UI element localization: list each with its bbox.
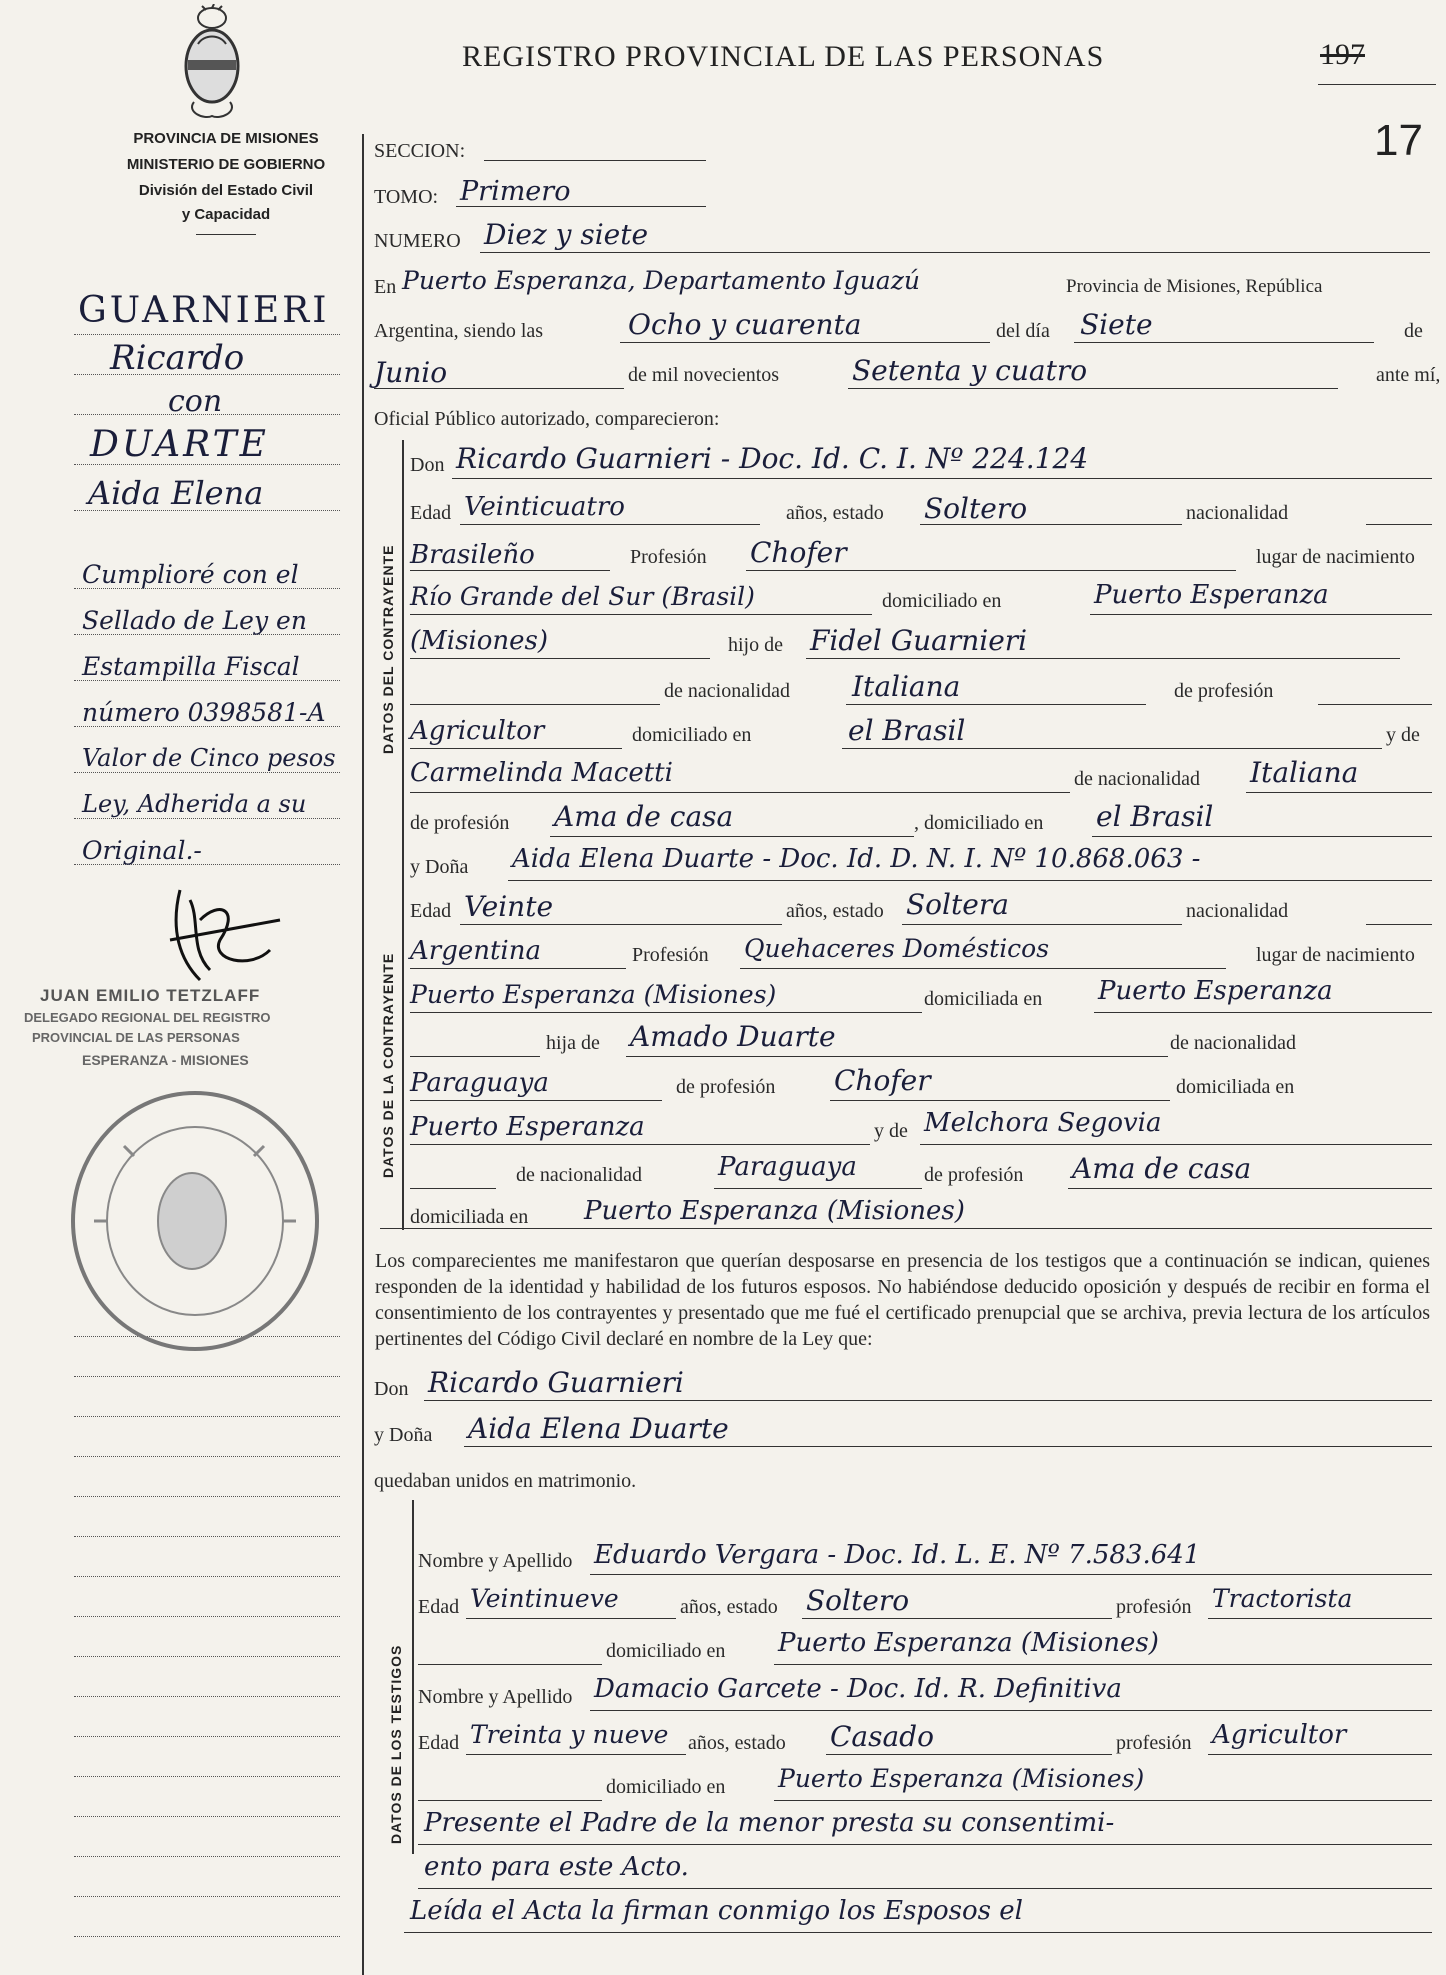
contrayente2-edad: Veinte	[464, 890, 554, 923]
madre-nacionalidad: Italiana	[1250, 756, 1359, 789]
oficial-label: Oficial Público autorizado, comparecieron:	[374, 408, 720, 430]
closing-line-2: ento para este Acto.	[424, 1852, 689, 1882]
left-header-line-3: División del Estado Civil	[138, 182, 314, 199]
madre2-nombre: Melchora Segovia	[924, 1108, 1162, 1138]
margin-note-2: Sellado de Ley en	[82, 606, 307, 635]
edad-label-4: Edad	[418, 1732, 460, 1754]
en-label: En	[374, 276, 397, 298]
stamp-line-4: ESPERANZA - MISIONES	[82, 1052, 249, 1068]
margin-note-5: Valor de Cinco pesos	[82, 744, 336, 772]
domiciliado-en-label-4: domiciliado en	[606, 1776, 726, 1798]
padre2-profesion: Chofer	[834, 1064, 931, 1097]
padre-nacionalidad: Italiana	[852, 670, 961, 703]
decl-dona-value: Aida Elena Duarte	[468, 1412, 729, 1445]
old-record-number: 197	[1320, 38, 1365, 71]
dia-value: Siete	[1080, 308, 1153, 341]
nacionalidad-label: nacionalidad	[1186, 502, 1289, 524]
y-de-label-2: y de	[874, 1120, 908, 1142]
folio-number: 17	[1374, 116, 1423, 165]
testigo2-profesion: Agricultor	[1212, 1720, 1347, 1750]
hija-de-label: hija de	[546, 1032, 600, 1054]
domiciliado-en-label: domiciliado en	[882, 590, 1002, 612]
de-mil-label: de mil novecientos	[628, 364, 780, 386]
anos-estado-label: años, estado	[786, 502, 884, 524]
testigo2-edad: Treinta y nueve	[470, 1720, 669, 1749]
official-signature	[140, 880, 300, 990]
closing-line-3: Leída el Acta la firman conmigo los Esposos el	[410, 1896, 1023, 1926]
domiciliada-en-label-2: domiciliada en	[1176, 1076, 1295, 1098]
contrayente2-profesion: Quehaceres Domésticos	[744, 934, 1050, 963]
margin-note-6: Ley, Adherida a su	[82, 790, 307, 818]
margin-surname-2: DUARTE	[90, 424, 269, 465]
nombre-apellido-label-2: Nombre y Apellido	[418, 1686, 573, 1708]
testigo1-edad: Veintinueve	[470, 1584, 619, 1613]
testigo1-nombre: Eduardo Vergara - Doc. Id. L. E. Nº 7.583.641	[594, 1540, 1201, 1570]
edad-label-2: Edad	[410, 900, 452, 922]
margin-note-4: número 0398581-A	[82, 698, 326, 727]
de-nacionalidad-label-2: de nacionalidad	[1074, 768, 1201, 790]
de-nacionalidad-label-3: de nacionalidad	[1170, 1032, 1297, 1054]
decl-don-label: Don	[374, 1378, 409, 1400]
anos-estado-label-4: años, estado	[688, 1732, 786, 1754]
nacionalidad-label-2: nacionalidad	[1186, 900, 1289, 922]
contrayente-nacionalidad: Brasileño	[410, 540, 535, 570]
padre2-domicilio: Puerto Esperanza	[410, 1112, 645, 1142]
testigo1-profesion: Tractorista	[1212, 1584, 1353, 1613]
margin-note-3: Estampilla Fiscal	[82, 652, 300, 681]
contrayente2-nombre: Aida Elena Duarte - Doc. Id. D. N. I. Nº 10.868.063 -	[512, 844, 1201, 874]
don-label: Don	[410, 454, 445, 476]
madre-nombre: Carmelinda Macetti	[410, 758, 673, 788]
left-header-line-1: PROVINCIA DE MISIONES	[133, 130, 319, 147]
left-header-line-2: MINISTERIO DE GOBIERNO	[126, 156, 326, 173]
edad-label: Edad	[410, 502, 452, 524]
contrayente2-domicilio: Puerto Esperanza	[1098, 976, 1333, 1006]
contrayente-profesion: Chofer	[750, 536, 847, 569]
stamp-line-2: DELEGADO REGIONAL DEL REGISTRO	[24, 1010, 271, 1025]
madre-profesion: Ama de casa	[554, 800, 734, 833]
anos-estado-label-3: años, estado	[680, 1596, 778, 1618]
decl-don-value: Ricardo Guarnieri	[428, 1366, 684, 1399]
domiciliada-en-label-3: domiciliada en	[410, 1206, 529, 1228]
ante-mi-label: ante mí,	[1376, 364, 1441, 386]
declaration-paragraph: Los comparecientes me manifestaron que querían desposarse en presencia de los testigos que a continuación se indican, quienes responden de la identidad y habilidad de los futuros esposos. No habiéndose deducido oposición y después de recibir en forma el consentimiento de los contrayentes y presentado que me fué el certificado prenupcial que se archiva, previa lectura de los artículos pertinentes del Código Civil declaré en nombre de la Ley que:	[375, 1250, 1430, 1350]
domiciliada-en-label: domiciliada en	[924, 988, 1043, 1010]
padre2-nacionalidad: Paraguaya	[410, 1068, 549, 1098]
de-profesion-label-3: de profesión	[676, 1076, 776, 1098]
document-title: REGISTRO PROVINCIAL DE LAS PERSONAS	[462, 40, 1105, 73]
datos-contrayente-label: DATOS DEL CONTRAYENTE	[380, 544, 396, 754]
madre2-profesion: Ama de casa	[1072, 1152, 1252, 1185]
numero-value: Diez y siete	[484, 218, 649, 251]
stamp-line-3: PROVINCIAL DE LAS PERSONAS	[32, 1030, 240, 1045]
numero-label: NUMERO	[374, 230, 461, 252]
coat-of-arms-icon	[176, 4, 248, 122]
de-profesion-label: de profesión	[1174, 680, 1274, 702]
testigo1-estado: Soltero	[806, 1584, 910, 1617]
contrayente2-nacionalidad: Argentina	[410, 936, 541, 966]
margin-con: con	[168, 384, 223, 419]
edad-label-3: Edad	[418, 1596, 460, 1618]
madre2-domicilio: Puerto Esperanza (Misiones)	[584, 1196, 965, 1226]
de-label: de	[1404, 320, 1423, 342]
contrayente-domicilio: Puerto Esperanza	[1094, 580, 1329, 610]
contrayente2-lugar-nacimiento: Puerto Esperanza (Misiones)	[410, 980, 777, 1009]
contrayente-edad: Veinticuatro	[464, 492, 625, 522]
profesion-lc-label: profesión	[1116, 1596, 1192, 1618]
tomo-value: Primero	[460, 176, 571, 207]
margin-surname-1: GUARNIERI	[78, 290, 330, 331]
testigo1-domicilio: Puerto Esperanza (Misiones)	[778, 1628, 1159, 1658]
profesion-label: Profesión	[630, 546, 707, 568]
padre2-nombre: Amado Duarte	[630, 1020, 836, 1053]
lugar-nacimiento-label: lugar de nacimiento	[1256, 546, 1415, 568]
de-profesion-label-2: de profesión	[410, 812, 510, 834]
profesion-label-2: Profesión	[632, 944, 709, 966]
decl-dona-label: y Doña	[374, 1424, 433, 1446]
dom-en-label: , domiciliado en	[914, 812, 1044, 834]
round-seal-icon	[64, 1086, 326, 1356]
quedaban-label: quedaban unidos en matrimonio.	[374, 1470, 637, 1492]
y-de-label: y de	[1386, 724, 1420, 746]
datos-contrayente2-label: DATOS DE LA CONTRAYENTE	[380, 952, 396, 1178]
mes-value: Junio	[374, 356, 448, 389]
contrayente-lugar-nacimiento: Río Grande del Sur (Brasil)	[410, 582, 755, 611]
contrayente-estado: Soltero	[924, 492, 1028, 525]
contrayente2-estado: Soltera	[906, 888, 1009, 921]
seccion-label: SECCION:	[374, 140, 466, 162]
y-dona-label: y Doña	[410, 856, 469, 878]
domiciliado-en-label-3: domiciliado en	[606, 1640, 726, 1662]
anos-estado-label-2: años, estado	[786, 900, 884, 922]
lugar-value: Puerto Esperanza, Departamento Iguazú	[402, 266, 920, 295]
testigo2-estado: Casado	[830, 1720, 934, 1753]
madre-domicilio: el Brasil	[1096, 800, 1214, 833]
de-nacionalidad-label: de nacionalidad	[664, 680, 791, 702]
profesion-lc-label-2: profesión	[1116, 1732, 1192, 1754]
lugar-nacimiento-label-2: lugar de nacimiento	[1256, 944, 1415, 966]
de-profesion-label-4: de profesión	[924, 1164, 1024, 1186]
padre-domicilio: el Brasil	[848, 714, 966, 747]
testigo2-nombre: Damacio Garcete - Doc. Id. R. Definitiva	[594, 1674, 1122, 1704]
margin-name-1: Ricardo	[110, 338, 245, 378]
padre-profesion: Agricultor	[410, 716, 545, 746]
testigo2-domicilio: Puerto Esperanza (Misiones)	[778, 1764, 1145, 1793]
margin-name-2: Aida Elena	[88, 474, 264, 512]
de-nacionalidad-label-4: de nacionalidad	[516, 1164, 643, 1186]
closing-line-1: Presente el Padre de la menor presta su consentimi-	[424, 1808, 1115, 1838]
anio-value: Setenta y cuatro	[852, 354, 1088, 387]
padre-nombre: Fidel Guarnieri	[810, 624, 1028, 657]
hora-value: Ocho y cuarenta	[628, 308, 862, 341]
stamp-name: JUAN EMILIO TETZLAFF	[40, 986, 261, 1005]
tomo-label: TOMO:	[374, 186, 439, 208]
contrayente-nombre: Ricardo Guarnieri - Doc. Id. C. I. Nº 224.124	[456, 442, 1089, 475]
left-header-line-4: y Capacidad	[181, 206, 271, 223]
provincia-label: Provincia de Misiones, República	[1066, 276, 1323, 297]
domiciliado-en-label-2: domiciliado en	[632, 724, 752, 746]
datos-testigos-label: DATOS DE LOS TESTIGOS	[388, 1644, 404, 1844]
margin-note-1: Cumplioré con el	[82, 560, 299, 589]
hijo-de-label: hijo de	[728, 634, 783, 656]
argentina-siendo-label: Argentina, siendo las	[374, 320, 544, 342]
madre2-nacionalidad: Paraguaya	[718, 1152, 857, 1182]
del-dia-label: del día	[996, 320, 1050, 342]
margin-note-7: Original.-	[82, 836, 202, 865]
nombre-apellido-label: Nombre y Apellido	[418, 1550, 573, 1572]
contrayente-domicilio-2: (Misiones)	[410, 626, 549, 656]
